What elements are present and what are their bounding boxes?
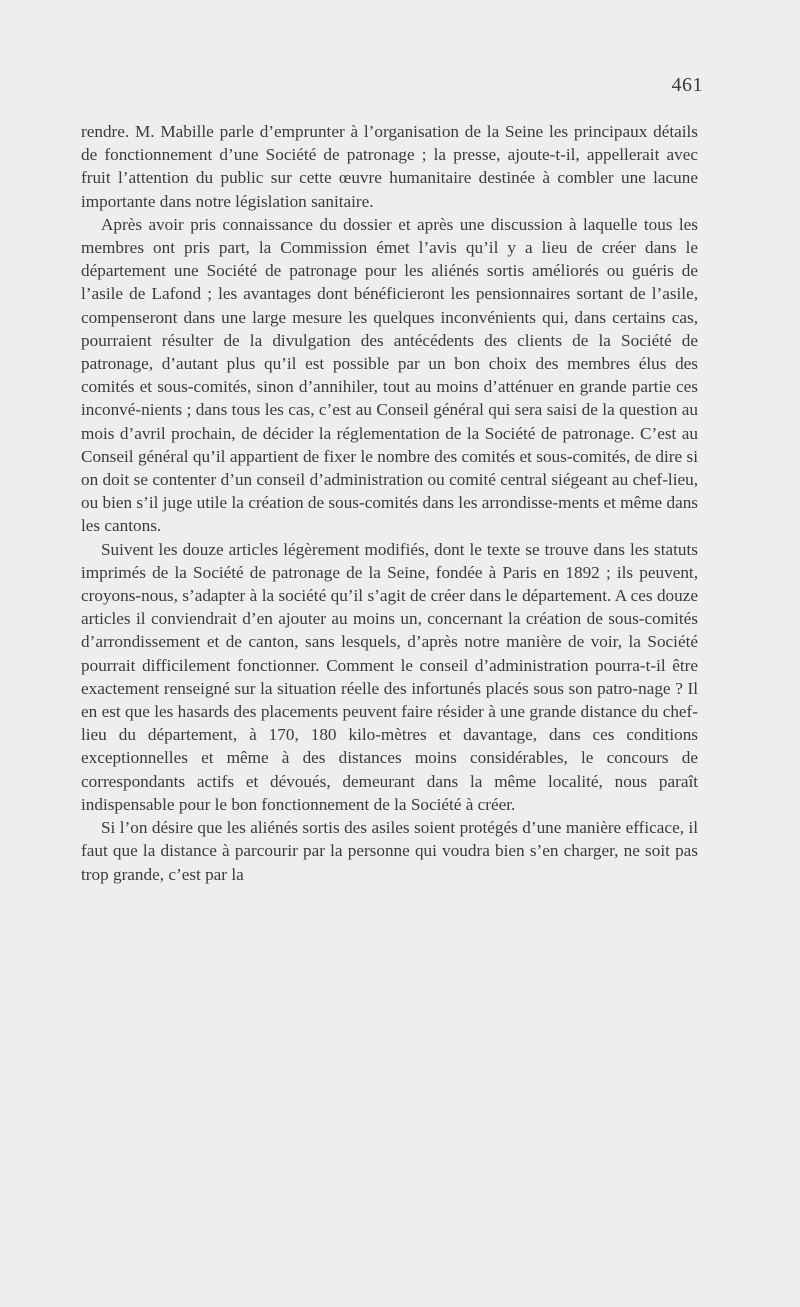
paragraph-1: rendre. M. Mabille parle d’emprunter à l’organisation de la Seine les principaux détails de fonctionnement d’une Société de patronage ; la presse, ajoute-t-il, appellerait avec fruit l’attention du public sur cette œuvre humanitaire destinée à combler une lacune importante dans notre législation sanitaire.: [81, 122, 698, 211]
paragraph-4: Si l’on désire que les aliénés sortis des asiles soient protégés d’une manière efficace, il faut que la distance à parcourir par la personne qui voudra bien s’en charger, ne soit pas trop grande, c’est par la: [81, 818, 698, 884]
body-text: [81, 120, 698, 886]
page-number: 461: [671, 74, 703, 96]
paragraph-2: Après avoir pris connaissance du dossier et après une discussion à laquelle tous les membres ont pris part, la Commission émet l’avis qu’il y a lieu de créer dans le département une Société de patronage pour les aliénés sortis améliorés ou guéris de l’asile de Lafond ; les avantages dont bénéficieront les pensionnaires sortant de l’asile, compenseront dans une large mesure les quelques inconvénients qui, dans certains cas, pourraient résulter de la divulgation des antécédents des clients de la Société de patronage, d’autant plus qu’il est possible par un bon choix des membres élus des comités et sous-comités, sinon d’annihiler, tout au moins d’atténuer en grande partie ces inconvé-nients ; dans tous les cas, c’est au Conseil général qui sera saisi de la question au mois d’avril prochain, de décider la réglementation de la Société de patronage. C’est au Conseil général qu’il appartient de fixer le nombre des comités et sous-comités, de dire si on doit se contenter d’un conseil d’administration ou comité central siégeant au chef-lieu, ou bien s’il juge utile la création de sous-comités dans les arrondisse-ments et même dans les cantons.: [81, 214, 698, 536]
paragraph-3: Suivent les douze articles légèrement modifiés, dont le texte se trouve dans les statuts imprimés de la Société de patronage de la Seine, fondée à Paris en 1892 ; ils peuvent, croyons-nous, s’adapter à la société qu’il s’agit de créer dans le département. A ces douze articles il conviendrait d’en ajouter au moins un, concernant la création de sous-comités d’arrondissement et de canton, sans lesquels, d’après notre manière de voir, la Société pourrait difficilement fonctionner. Comment le conseil d’administration pourra-t-il être exactement renseigné sur la situation réelle des infortunés placés sous son patro-nage ? Il en est que les hasards des placements peuvent faire résider à une grande distance du chef-lieu du département, à 170, 180 kilo-mètres et davantage, dans ces conditions exceptionnelles et même à des distances moins considérables, le concours de correspondants actifs et dévoués, demeurant dans la même localité, nous paraît indispensable pour le bon fonctionnement de la Société à créer.: [81, 539, 698, 814]
